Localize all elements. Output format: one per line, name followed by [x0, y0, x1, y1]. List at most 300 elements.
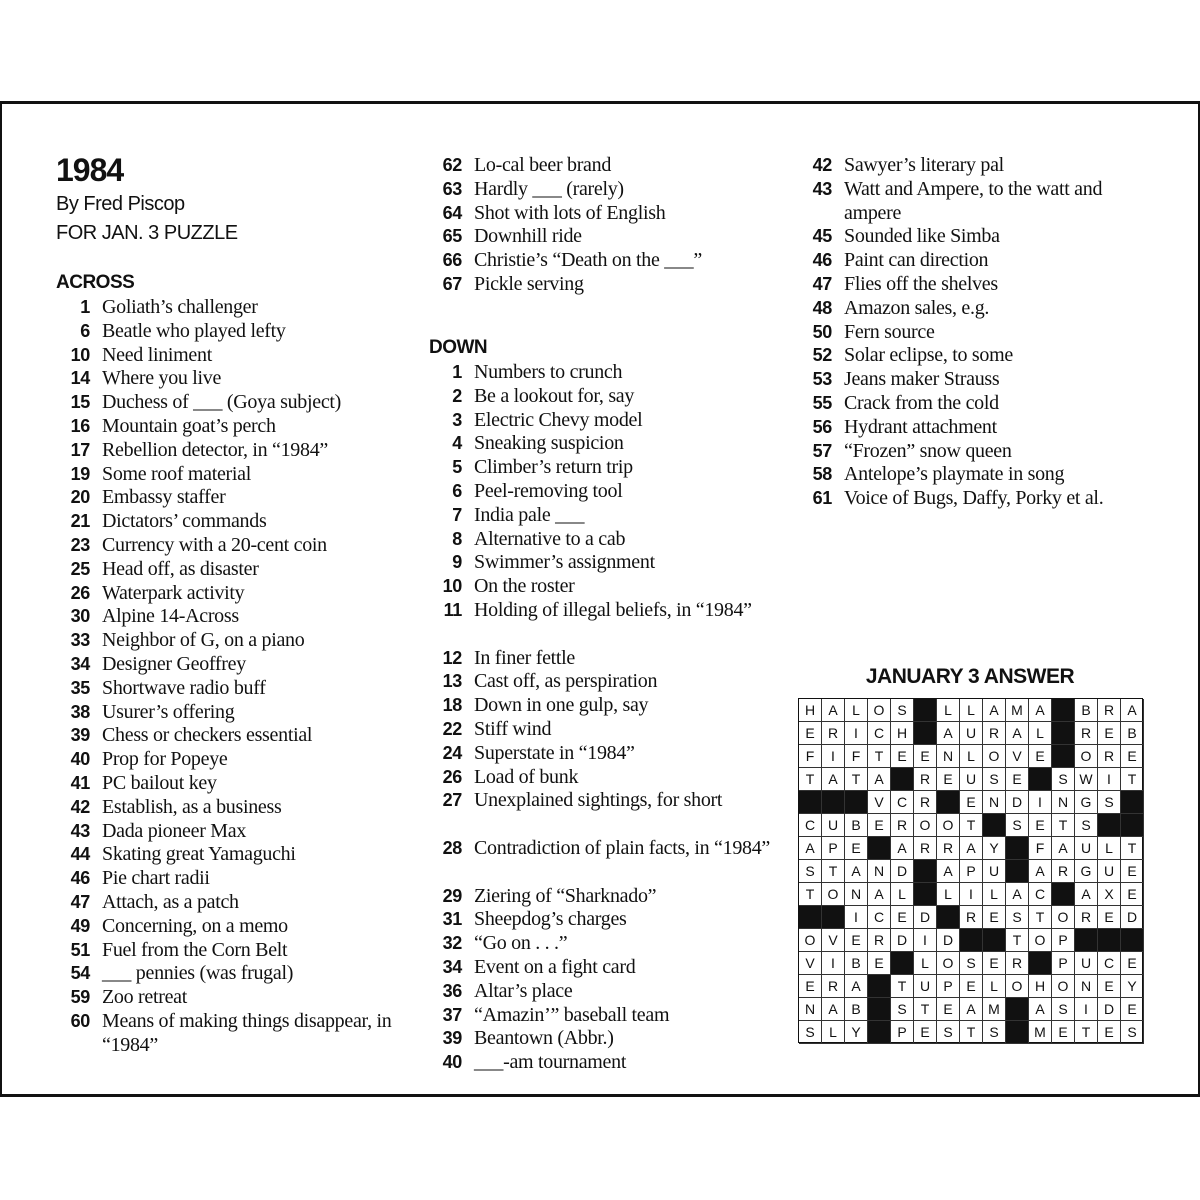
answer-cell: R: [822, 975, 845, 998]
clue-text: Jeans maker Strauss: [844, 368, 1000, 391]
clue-text: Holding of illegal beliefs, in “1984”: [474, 598, 752, 621]
across-clue-40: [56, 748, 396, 772]
down-clue-9: [428, 551, 768, 575]
answer-cell: A: [868, 768, 891, 791]
clue-number: 10: [442, 576, 462, 597]
black-square: [983, 814, 1006, 837]
answer-cell: L: [960, 699, 983, 722]
clue-text: Superstate in “1984”: [474, 741, 635, 764]
puzzle-title: 1984: [56, 152, 124, 188]
answer-cell: A: [1029, 860, 1052, 883]
black-square: [1121, 929, 1144, 952]
black-square: [799, 906, 822, 929]
across-clue-65: [428, 225, 768, 249]
answer-cell: S: [983, 768, 1006, 791]
answer-cell: R: [914, 768, 937, 791]
answer-cell: D: [914, 906, 937, 929]
answer-cell: A: [845, 975, 868, 998]
answer-cell: A: [822, 998, 845, 1021]
clue-number: 41: [70, 772, 90, 793]
across-clue-10: [56, 344, 396, 368]
across-clue-20: [56, 486, 396, 510]
clue-number: 12: [442, 647, 462, 668]
clue-text: Amazon sales, e.g.: [844, 296, 990, 319]
clue-text: Peel-removing tool: [474, 479, 623, 502]
clue-text: Usurer’s offering: [102, 700, 235, 723]
down-clue-42: [798, 154, 1138, 178]
answer-cell: A: [891, 837, 914, 860]
answer-cell: S: [891, 699, 914, 722]
byline: By Fred Piscop: [56, 193, 185, 215]
answer-cell: A: [1075, 883, 1098, 906]
clue-text: Ziering of “Sharknado”: [474, 884, 657, 907]
answer-cell: N: [937, 745, 960, 768]
clue-text: Lo-cal beer brand: [474, 154, 612, 176]
clue-number: 15: [70, 392, 90, 413]
clue-text: Christie’s “Death on the ___”: [474, 249, 702, 272]
clue-text: ___-am tournament: [474, 1051, 627, 1074]
clue-number: 21: [70, 511, 90, 532]
down-clue-32: [428, 932, 768, 956]
black-square: [1098, 929, 1121, 952]
answer-cell: D: [891, 929, 914, 952]
answer-cell: R: [822, 722, 845, 745]
answer-cell: A: [799, 837, 822, 860]
black-square: [1052, 722, 1075, 745]
answer-cell: U: [983, 860, 1006, 883]
answer-cell: Y: [983, 837, 1006, 860]
across-clue-15: [56, 391, 396, 415]
down-clue-39: [428, 1027, 768, 1051]
answer-cell: U: [960, 768, 983, 791]
answer-cell: L: [937, 699, 960, 722]
down-clue-12: [428, 647, 768, 671]
answer-cell: G: [1075, 860, 1098, 883]
answer-cell: L: [960, 745, 983, 768]
answer-cell: E: [1121, 998, 1144, 1021]
answer-cell: C: [1029, 883, 1052, 906]
answer-cell: C: [1098, 952, 1121, 975]
answer-cell: L: [937, 883, 960, 906]
clue-text: Zoo retreat: [102, 986, 187, 1009]
black-square: [937, 906, 960, 929]
black-square: [1006, 998, 1029, 1021]
clue-text: Rebellion detector, in “1984”: [102, 438, 328, 461]
clue-text: Currency with a 20-cent coin: [102, 533, 327, 556]
answer-cell: O: [1006, 975, 1029, 998]
clue-number: 54: [70, 963, 90, 984]
answer-cell: A: [983, 699, 1006, 722]
clue-number: 56: [812, 416, 832, 437]
answer-cell: A: [1029, 699, 1052, 722]
answer-cell: I: [822, 952, 845, 975]
down-clues-column-2: [798, 154, 1138, 535]
clue-number: 25: [70, 558, 90, 579]
clue-text: Cast off, as perspiration: [474, 670, 658, 693]
black-square: [891, 952, 914, 975]
clue-text: Sneaking suspicion: [474, 432, 624, 455]
answer-grid: [798, 698, 1143, 1043]
clue-number: 46: [70, 868, 90, 889]
clue-number: 26: [70, 582, 90, 603]
down-clue-1: [428, 361, 768, 385]
clue-number: 40: [70, 749, 90, 770]
down-clue-18: [428, 694, 768, 718]
black-square: [822, 791, 845, 814]
clue-number: 39: [442, 1028, 462, 1049]
answer-cell: E: [960, 791, 983, 814]
answer-cell: R: [983, 722, 1006, 745]
across-clue-47: [56, 891, 396, 915]
clue-text: Goliath’s challenger: [102, 296, 258, 318]
down-clue-43: [798, 178, 1138, 226]
answer-cell: H: [1029, 975, 1052, 998]
across-clue-16: [56, 415, 396, 439]
answer-cell: L: [983, 975, 1006, 998]
answer-cell: V: [799, 952, 822, 975]
down-clue-58: [798, 463, 1138, 487]
answer-cell: E: [937, 998, 960, 1021]
clue-text: Sawyer’s literary pal: [844, 154, 1004, 176]
answer-cell: E: [983, 952, 1006, 975]
answer-cell: E: [891, 745, 914, 768]
black-square: [868, 975, 891, 998]
down-clue-40: [428, 1051, 768, 1075]
answer-cell: E: [1098, 906, 1121, 929]
answer-cell: E: [960, 975, 983, 998]
clue-number: 67: [442, 273, 462, 294]
black-square: [914, 722, 937, 745]
answer-cell: P: [937, 975, 960, 998]
down-clue-31: [428, 908, 768, 932]
down-clue-13: [428, 670, 768, 694]
clue-number: 40: [442, 1052, 462, 1073]
answer-cell: A: [937, 722, 960, 745]
black-square: [868, 998, 891, 1021]
clue-number: 43: [812, 178, 832, 199]
answer-cell: A: [960, 998, 983, 1021]
black-square: [845, 791, 868, 814]
clue-text: Alternative to a cab: [474, 527, 626, 550]
answer-cell: O: [1052, 906, 1075, 929]
answer-cell: P: [822, 837, 845, 860]
black-square: [1121, 791, 1144, 814]
down-clue-6: [428, 480, 768, 504]
answer-cell: E: [914, 1021, 937, 1044]
answer-cell: M: [1006, 699, 1029, 722]
black-square: [1006, 860, 1029, 883]
answer-cell: E: [1029, 814, 1052, 837]
black-square: [914, 883, 937, 906]
answer-cell: S: [983, 1021, 1006, 1044]
clue-number: 61: [812, 488, 832, 509]
clue-text: Climber’s return trip: [474, 456, 633, 479]
black-square: [1121, 814, 1144, 837]
across-clue-38: [56, 701, 396, 725]
clue-number: 6: [452, 480, 462, 501]
down-clue-45: [798, 225, 1138, 249]
clue-number: 34: [442, 956, 462, 977]
answer-cell: N: [868, 860, 891, 883]
answer-cell: E: [983, 906, 1006, 929]
answer-cell: R: [937, 837, 960, 860]
across-clue-54: [56, 962, 396, 986]
black-square: [960, 929, 983, 952]
answer-cell: U: [1098, 860, 1121, 883]
answer-cell: E: [1121, 745, 1144, 768]
answer-cell: V: [822, 929, 845, 952]
answer-cell: O: [937, 814, 960, 837]
clue-text: Voice of Bugs, Daffy, Porky et al.: [844, 487, 1104, 510]
answer-cell: T: [1075, 1021, 1098, 1044]
answer-cell: F: [845, 745, 868, 768]
clue-text: Neighbor of G, on a piano: [102, 629, 305, 652]
clue-number: 42: [812, 155, 832, 175]
across-heading: ACROSS: [56, 272, 135, 293]
answer-cell: L: [845, 699, 868, 722]
answer-cell: E: [868, 952, 891, 975]
answer-cell: N: [1052, 791, 1075, 814]
across-clue-14: [56, 367, 396, 391]
clue-number: 3: [452, 409, 462, 430]
answer-cell: T: [1006, 929, 1029, 952]
answer-cell: R: [1075, 906, 1098, 929]
clue-number: 34: [70, 653, 90, 674]
answer-cell: L: [983, 883, 1006, 906]
clue-text: Mountain goat’s perch: [102, 414, 276, 437]
black-square: [983, 929, 1006, 952]
black-square: [1006, 1021, 1029, 1044]
answer-cell: U: [914, 975, 937, 998]
clue-number: 9: [452, 552, 462, 573]
across-clue-41: [56, 772, 396, 796]
answer-cell: T: [1121, 837, 1144, 860]
black-square: [1052, 883, 1075, 906]
answer-cell: T: [822, 860, 845, 883]
clue-text: On the roster: [474, 575, 575, 598]
down-clue-5: [428, 456, 768, 480]
down-clue-34: [428, 956, 768, 980]
clue-number: 35: [70, 677, 90, 698]
answer-cell: N: [845, 883, 868, 906]
clue-text: Altar’s place: [474, 979, 573, 1002]
across-clue-66: [428, 249, 768, 273]
answer-cell: Y: [1121, 975, 1144, 998]
answer-cell: A: [845, 860, 868, 883]
clue-text: Head off, as disaster: [102, 557, 259, 580]
across-clue-39: [56, 724, 396, 748]
clue-number: 31: [442, 909, 462, 930]
clue-text: Attach, as a patch: [102, 890, 239, 913]
answer-cell: S: [937, 1021, 960, 1044]
clue-text: Downhill ride: [474, 225, 582, 248]
answer-cell: R: [891, 814, 914, 837]
answer-cell: D: [891, 860, 914, 883]
down-clues-column-1: [428, 361, 768, 1075]
clue-number: 28: [442, 837, 462, 858]
answer-cell: S: [891, 998, 914, 1021]
puzzle-date-label: FOR JAN. 3 PUZZLE: [56, 222, 238, 244]
answer-cell: V: [868, 791, 891, 814]
across-clue-46: [56, 867, 396, 891]
answer-cell: P: [960, 860, 983, 883]
down-clue-46: [798, 249, 1138, 273]
answer-cell: O: [1029, 929, 1052, 952]
answer-cell: S: [1006, 814, 1029, 837]
answer-cell: L: [1029, 722, 1052, 745]
clue-text: In finer fettle: [474, 646, 575, 669]
answer-cell: L: [822, 1021, 845, 1044]
answer-cell: L: [1098, 837, 1121, 860]
answer-cell: R: [868, 929, 891, 952]
clue-number: 1: [80, 297, 90, 317]
black-square: [914, 860, 937, 883]
clue-text: Antelope’s playmate in song: [844, 463, 1065, 486]
black-square: [1006, 837, 1029, 860]
clue-number: 30: [70, 606, 90, 627]
across-clue-17: [56, 439, 396, 463]
down-clue-50: [798, 321, 1138, 345]
clue-number: 24: [442, 742, 462, 763]
black-square: [1029, 768, 1052, 791]
clue-text: Numbers to crunch: [474, 361, 623, 383]
answer-cell: B: [845, 998, 868, 1021]
answer-cell: N: [983, 791, 1006, 814]
down-clue-10: [428, 575, 768, 599]
clue-number: 49: [70, 915, 90, 936]
clue-number: 36: [442, 980, 462, 1001]
down-heading: DOWN: [429, 337, 488, 358]
clue-text: Pickle serving: [474, 272, 584, 295]
answer-cell: R: [1075, 722, 1098, 745]
clue-text: Means of making things disappear, in “1984”: [102, 1009, 392, 1056]
answer-cell: C: [891, 791, 914, 814]
clue-number: 32: [442, 933, 462, 954]
clue-number: 48: [812, 297, 832, 318]
clue-number: 47: [812, 273, 832, 294]
down-clue-36: [428, 980, 768, 1004]
answer-cell: D: [937, 929, 960, 952]
clue-text: Dada pioneer Max: [102, 819, 247, 842]
across-clue-33: [56, 629, 396, 653]
answer-cell: R: [1098, 699, 1121, 722]
clue-text: Fern source: [844, 320, 935, 343]
answer-cell: M: [1029, 1021, 1052, 1044]
black-square: [799, 791, 822, 814]
clue-text: Waterpark activity: [102, 581, 245, 604]
clue-text: “Amazin’” baseball team: [474, 1003, 670, 1026]
across-clue-35: [56, 677, 396, 701]
answer-cell: A: [937, 860, 960, 883]
across-clue-6: [56, 320, 396, 344]
clue-text: Shot with lots of English: [474, 201, 666, 224]
answer-cell: I: [960, 883, 983, 906]
clue-text: Stiff wind: [474, 717, 552, 740]
clue-text: Embassy staffer: [102, 486, 226, 509]
clue-number: 43: [70, 820, 90, 841]
clue-text: Beatle who played lefty: [102, 319, 286, 342]
clue-number: 5: [452, 457, 462, 478]
clue-number: 16: [70, 415, 90, 436]
clue-number: 38: [70, 701, 90, 722]
clue-number: 63: [442, 178, 462, 199]
answer-cell: S: [1121, 1021, 1144, 1044]
clue-number: 8: [452, 528, 462, 549]
clue-number: 19: [70, 463, 90, 484]
across-clue-59: [56, 986, 396, 1010]
answer-cell: N: [799, 998, 822, 1021]
answer-cell: A: [868, 883, 891, 906]
down-clue-52: [798, 344, 1138, 368]
answer-cell: A: [822, 768, 845, 791]
clue-number: 64: [442, 202, 462, 223]
down-clue-2: [428, 385, 768, 409]
answer-cell: I: [914, 929, 937, 952]
black-square: [937, 791, 960, 814]
clue-text: Crack from the cold: [844, 391, 999, 414]
clue-text: Down in one gulp, say: [474, 694, 649, 717]
answer-cell: B: [1121, 722, 1144, 745]
answer-cell: T: [960, 814, 983, 837]
across-clue-1: [56, 296, 396, 320]
answer-cell: S: [1098, 791, 1121, 814]
answer-cell: E: [1006, 768, 1029, 791]
clue-number: 47: [70, 891, 90, 912]
clue-number: 6: [80, 320, 90, 341]
clue-number: 2: [452, 385, 462, 406]
clue-number: 26: [442, 766, 462, 787]
clue-number: 29: [442, 885, 462, 906]
across-clue-34: [56, 653, 396, 677]
answer-cell: A: [1029, 998, 1052, 1021]
clue-text: Concerning, on a memo: [102, 914, 288, 937]
black-square: [1029, 952, 1052, 975]
answer-cell: I: [845, 906, 868, 929]
clue-number: 18: [442, 695, 462, 716]
answer-cell: Y: [845, 1021, 868, 1044]
answer-cell: S: [1052, 998, 1075, 1021]
answer-cell: I: [822, 745, 845, 768]
clue-text: Need liniment: [102, 343, 212, 366]
answer-cell: R: [914, 837, 937, 860]
clue-number: 20: [70, 487, 90, 508]
clue-text: Hydrant attachment: [844, 415, 997, 438]
answer-cell: C: [868, 722, 891, 745]
black-square: [822, 906, 845, 929]
down-clue-24: [428, 742, 768, 766]
clue-text: Beantown (Abbr.): [474, 1027, 614, 1050]
down-clue-4: [428, 432, 768, 456]
answer-cell: E: [799, 975, 822, 998]
black-square: [1098, 814, 1121, 837]
answer-cell: U: [1075, 837, 1098, 860]
clue-text: Load of bunk: [474, 765, 579, 788]
clue-text: Duchess of ___ (Goya subject): [102, 391, 342, 414]
clue-text: Watt and Ampere, to the watt and ampere: [844, 177, 1103, 224]
clue-text: Swimmer’s assignment: [474, 551, 655, 574]
clue-number: 13: [442, 671, 462, 692]
black-square: [1075, 929, 1098, 952]
answer-cell: P: [1052, 952, 1075, 975]
across-clue-30: [56, 605, 396, 629]
down-clue-27: [428, 789, 768, 837]
down-clue-53: [798, 368, 1138, 392]
clue-number: 45: [812, 226, 832, 247]
down-clue-11: [428, 599, 768, 647]
answer-cell: T: [845, 768, 868, 791]
clue-number: 51: [70, 939, 90, 960]
answer-cell: C: [799, 814, 822, 837]
